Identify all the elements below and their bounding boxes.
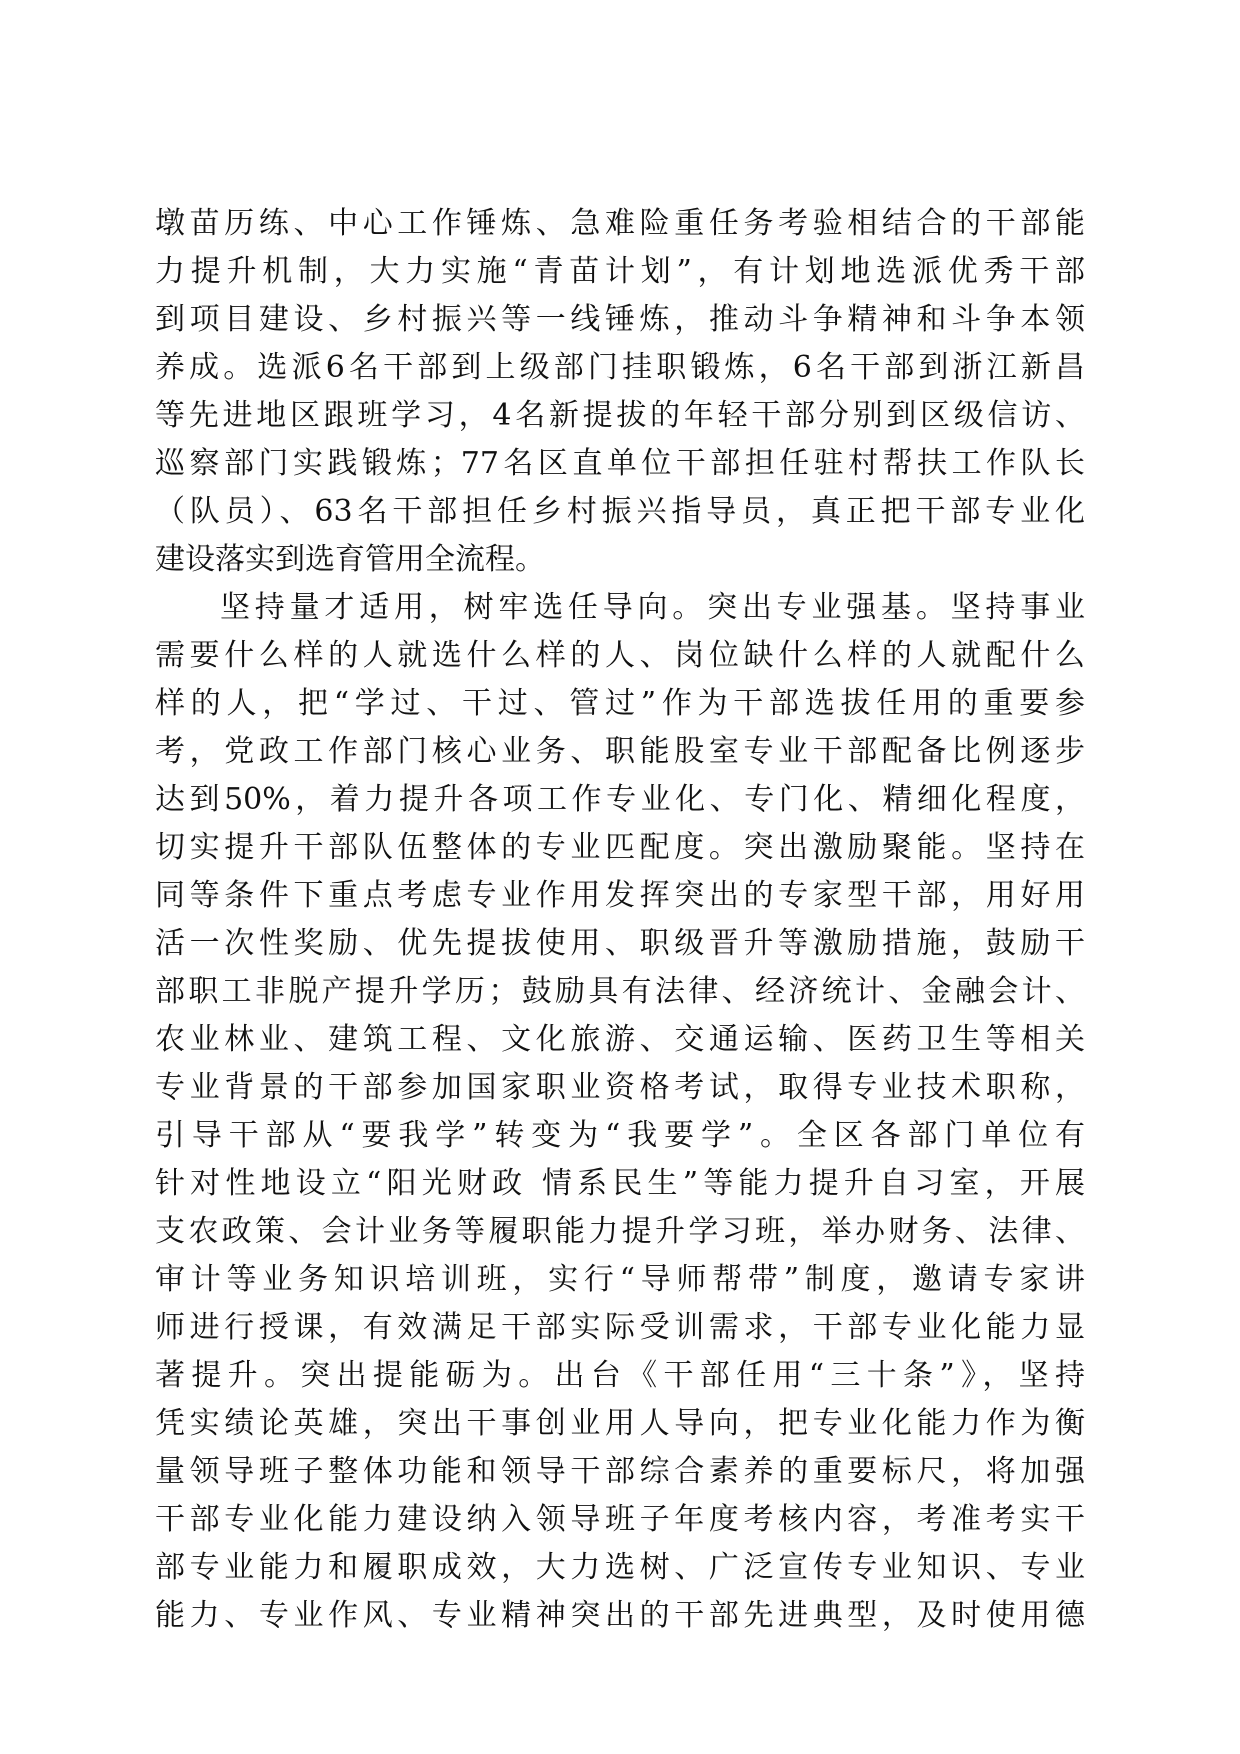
- text-line: 支农政策、会计业务等履职能力提升学习班，举办财务、法律、: [155, 1214, 1085, 1249]
- text-line: 农业林业、建筑工程、文化旅游、交通运输、医药卫生等相关: [155, 1022, 1085, 1057]
- text-line: 力提升机制，大力实施“青苗计划”，有计划地选派优秀干部: [155, 254, 1085, 289]
- text-line: 需要什么样的人就选什么样的人、岗位缺什么样的人就配什么: [155, 638, 1085, 673]
- text-line: （队员）、63名干部担任乡村振兴指导员，真正把干部专业化: [155, 494, 1085, 529]
- text-line: 到项目建设、乡村振兴等一线锤炼，推动斗争精神和斗争本领: [155, 302, 1085, 337]
- text-line: 师进行授课，有效满足干部实际受训需求，干部专业化能力显: [155, 1310, 1085, 1345]
- text-line: 针对性地设立“阳光财政 情系民生”等能力提升自习室，开展: [155, 1166, 1085, 1201]
- text-line: 干部专业化能力建设纳入领导班子年度考核内容，考准考实干: [155, 1502, 1085, 1537]
- text-line: 审计等业务知识培训班，实行“导师帮带”制度，邀请专家讲: [155, 1262, 1085, 1297]
- text-line: 同等条件下重点考虑专业作用发挥突出的专家型干部，用好用: [155, 878, 1085, 913]
- text-line: 引导干部从“要我学”转变为“我要学”。全区各部门单位有: [155, 1118, 1085, 1153]
- text-line: 达到50%，着力提升各项工作专业化、专门化、精细化程度，: [155, 782, 1085, 817]
- text-line: 考，党政工作部门核心业务、职能股室专业干部配备比例逐步: [155, 734, 1085, 769]
- text-line: 部专业能力和履职成效，大力选树、广泛宣传专业知识、专业: [155, 1550, 1085, 1585]
- text-line: 能力、专业作风、专业精神突出的干部先进典型，及时使用德: [155, 1598, 1085, 1633]
- text-line: 巡察部门实践锻炼；77名区直单位干部担任驻村帮扶工作队长: [155, 446, 1085, 481]
- text-line: 样的人，把“学过、干过、管过”作为干部选拔任用的重要参: [155, 686, 1085, 721]
- text-line: 等先进地区跟班学习，4名新提拔的年轻干部分别到区级信访、: [155, 398, 1085, 433]
- paragraph-start-line: 坚持量才适用，树牢选任导向。突出专业强基。坚持事业: [220, 590, 1085, 625]
- text-line: 量领导班子整体功能和领导干部综合素养的重要标尺，将加强: [155, 1454, 1085, 1489]
- paragraph-end-line: 建设落实到选育管用全流程。: [155, 542, 545, 577]
- text-line: 凭实绩论英雄，突出干事创业用人导向，把专业化能力作为衡: [155, 1406, 1085, 1441]
- text-line: 切实提升干部队伍整体的专业匹配度。突出激励聚能。坚持在: [155, 830, 1085, 865]
- text-line: 活一次性奖励、优先提拔使用、职级晋升等激励措施，鼓励干: [155, 926, 1085, 961]
- body-text: [155, 200, 1085, 1640]
- text-line: 著提升。突出提能砺为。出台《干部任用“三十条”》，坚持: [155, 1358, 1085, 1393]
- text-line: 专业背景的干部参加国家职业资格考试，取得专业技术职称，: [155, 1070, 1085, 1105]
- text-line: 墩苗历练、中心工作锤炼、急难险重任务考验相结合的干部能: [155, 206, 1085, 241]
- text-line: 部职工非脱产提升学历；鼓励具有法律、经济统计、金融会计、: [155, 974, 1085, 1009]
- text-line: 养成。选派6名干部到上级部门挂职锻炼，6名干部到浙江新昌: [155, 350, 1085, 385]
